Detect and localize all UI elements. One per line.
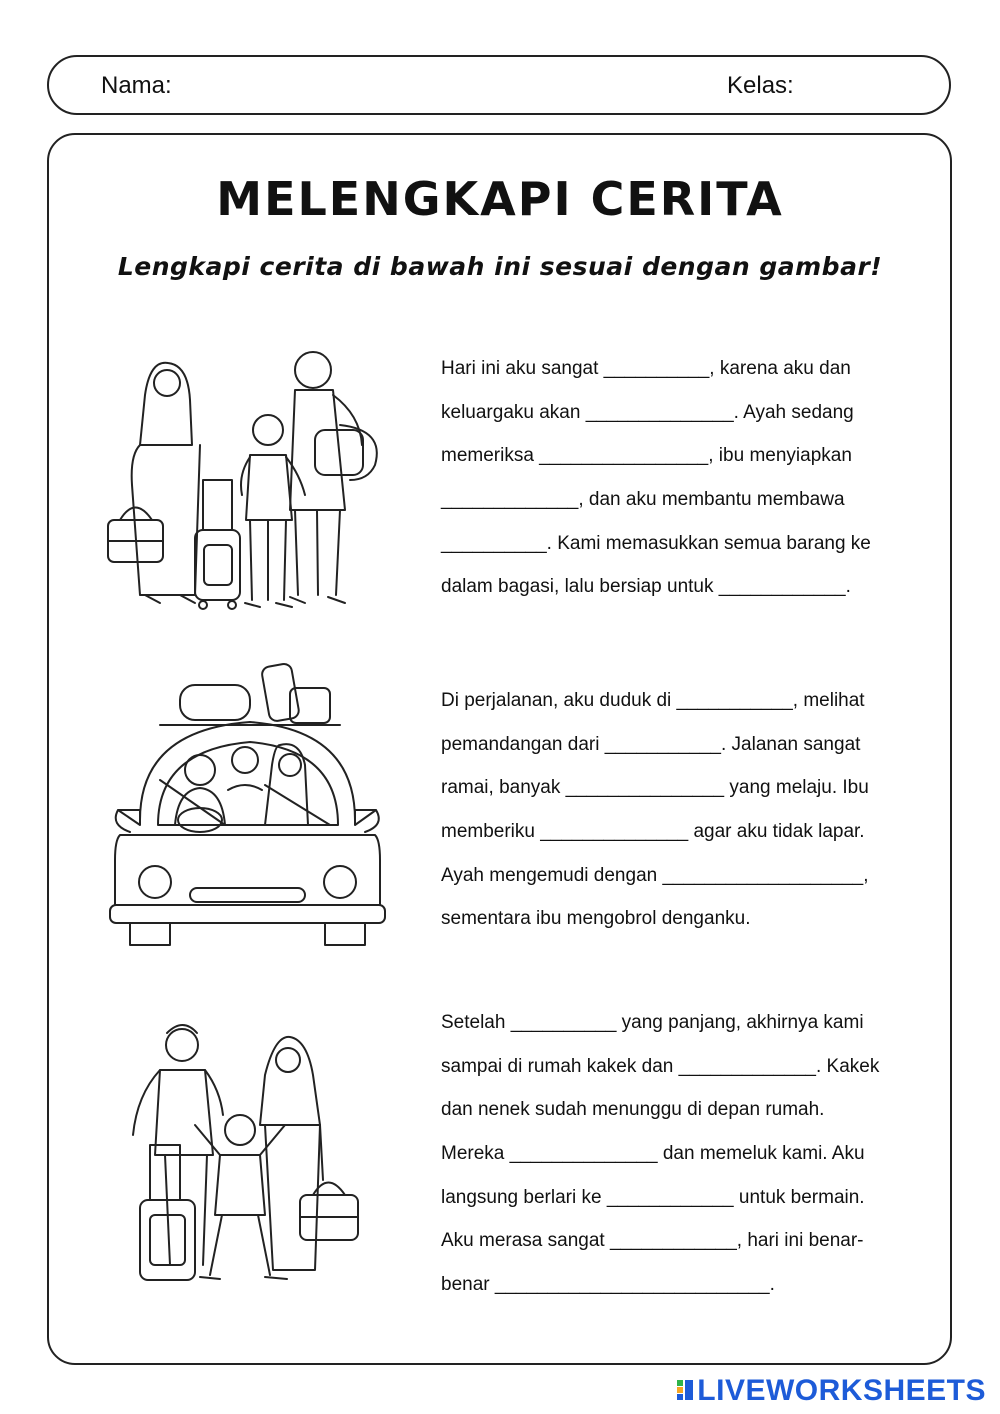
family-luggage-illustration — [100, 345, 395, 620]
liveworksheets-icon — [676, 1378, 694, 1402]
class-label: Kelas: — [727, 72, 794, 99]
story-2-line: memberiku ______________ agar aku tidak lapar. — [441, 821, 865, 843]
story-3-line: langsung berlari ke ____________ untuk bermain. — [441, 1186, 865, 1208]
story-1-line: memeriksa ________________, ibu menyiapkan — [441, 445, 852, 467]
story-2-line: pemandangan dari ___________. Jalanan sangat — [441, 733, 861, 755]
story-2-line: Di perjalanan, aku duduk di ___________, melihat — [441, 690, 865, 711]
car-family-illustration — [100, 660, 395, 955]
story-3-line: sampai di rumah kakek dan _____________. Kakek — [441, 1055, 880, 1077]
name-label: Nama: — [101, 72, 172, 99]
story-1-line: dalam bagasi, lalu bersiap untuk ____________. — [441, 576, 851, 598]
story-3-line: Mereka ______________ dan memeluk kami. Aku — [441, 1143, 865, 1165]
page-title: MELENGKAPI CERITA — [216, 172, 784, 226]
instructions: Lengkapi cerita di bawah ini sesuai dengan gambar! — [117, 252, 883, 281]
story-paragraph-3 — [441, 1012, 911, 1318]
story-paragraph-2 — [441, 690, 911, 952]
story-3-line: benar __________________________. — [441, 1274, 775, 1296]
story-2-line: Ayah mengemudi dengan ___________________, — [441, 864, 869, 886]
story-1-line: __________. Kami memasukkan semua barang ke — [441, 532, 871, 554]
story-1-line: keluargaku akan ______________. Ayah sedang — [441, 401, 854, 423]
story-3-line: dan nenek sudah menunggu di depan rumah. — [441, 1099, 825, 1121]
story-1-line: _____________, dan aku membantu membawa — [441, 489, 845, 511]
story-2-line: sementara ibu mengobrol denganku. — [441, 908, 751, 930]
name-class-bar — [47, 55, 951, 115]
story-3-line: Aku merasa sangat ____________, hari ini benar- — [441, 1230, 864, 1252]
arrival-family-illustration — [125, 1015, 370, 1290]
story-3-line: Setelah __________ yang panjang, akhirnya kami — [441, 1012, 864, 1033]
story-1-line: Hari ini aku sangat __________, karena aku dan — [441, 358, 851, 379]
liveworksheets-brand-text: LIVEWORKSHEETS — [697, 1374, 986, 1407]
liveworksheets-logo[interactable] — [676, 1374, 986, 1408]
story-paragraph-1 — [441, 358, 911, 620]
story-2-line: ramai, banyak _______________ yang melaju. Ibu — [441, 777, 869, 799]
